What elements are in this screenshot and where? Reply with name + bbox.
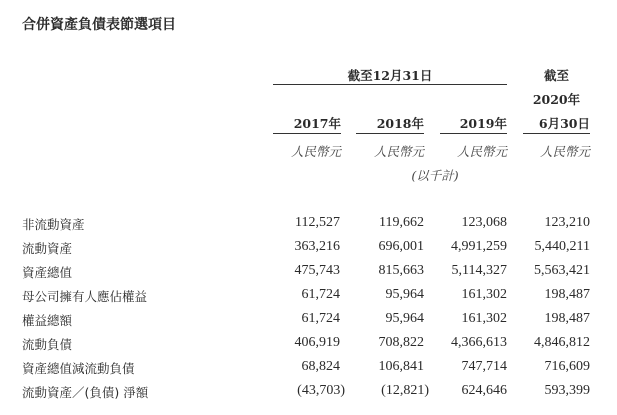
row-value: 5,114,327 — [451, 263, 507, 278]
row-value: 716,609 — [544, 359, 590, 374]
row-value: 61,724 — [301, 311, 340, 326]
row-label: 資產總值減流動負債 — [22, 361, 135, 376]
column-header-2019: 2019年 — [459, 116, 507, 131]
table-row — [0, 311, 617, 333]
row-value: 696,001 — [378, 239, 424, 254]
row-label: 流動資產 — [22, 241, 73, 256]
col-underline — [523, 133, 590, 134]
table-row — [0, 215, 617, 237]
group-underline — [273, 84, 507, 85]
column-header-2018: 2018年 — [376, 116, 424, 131]
table-row — [0, 359, 617, 381]
row-value: 161,302 — [461, 311, 507, 326]
row-value: (12,821) — [381, 383, 429, 398]
row-value: 106,841 — [378, 359, 424, 374]
row-value: 708,822 — [378, 335, 424, 350]
row-value: (43,703) — [297, 383, 345, 398]
unit-label: 人民幣元 — [539, 144, 590, 159]
col4-header-line1: 截至 — [543, 68, 569, 83]
row-value: 112,527 — [295, 215, 340, 230]
row-value: 198,487 — [544, 311, 590, 326]
section-title: 合併資產負債表節選項目 — [22, 17, 176, 33]
column-header-2017: 2017年 — [293, 116, 341, 131]
row-value: 4,846,812 — [534, 335, 590, 350]
table-row — [0, 383, 617, 405]
row-value: 5,563,421 — [534, 263, 590, 278]
col-underline — [440, 133, 507, 134]
row-label: 母公司擁有人應佔權益 — [22, 289, 148, 304]
row-value: 161,302 — [461, 287, 507, 302]
col4-header-line2: 2020年 — [532, 92, 581, 107]
unit-label: 人民幣元 — [290, 144, 341, 159]
row-label: 資產總值 — [22, 265, 73, 280]
row-value: 815,663 — [378, 263, 424, 278]
row-value: 123,210 — [544, 215, 590, 230]
row-value: 61,724 — [301, 287, 340, 302]
row-value: 624,646 — [461, 383, 507, 398]
row-value: 363,216 — [294, 239, 340, 254]
row-label: 權益總額 — [22, 313, 73, 328]
row-value: 593,399 — [544, 383, 590, 398]
unit-label: 人民幣元 — [456, 144, 507, 159]
row-label: 非流動資產 — [22, 217, 85, 232]
table-row — [0, 239, 617, 261]
table-row — [0, 263, 617, 285]
row-label: 流動資產／(負債) 淨額 — [22, 385, 149, 400]
unit-label: 人民幣元 — [373, 144, 424, 159]
table-row — [0, 287, 617, 309]
unit-note: (以千計) — [411, 168, 459, 183]
row-value: 406,919 — [294, 335, 340, 350]
row-value: 747,714 — [461, 359, 507, 374]
row-value: 4,991,259 — [451, 239, 507, 254]
column-header-2020-jun: 6月30日 — [538, 116, 590, 131]
row-value: 68,824 — [301, 359, 340, 374]
row-value: 5,440,211 — [534, 239, 590, 254]
row-value: 95,964 — [385, 287, 424, 302]
col-underline — [356, 133, 424, 134]
row-value: 4,366,613 — [451, 335, 507, 350]
col-underline — [273, 133, 341, 134]
row-value: 123,068 — [461, 215, 507, 230]
row-value: 475,743 — [294, 263, 340, 278]
row-label: 流動負債 — [22, 337, 73, 352]
row-value: 95,964 — [385, 311, 424, 326]
row-value: 198,487 — [544, 287, 590, 302]
period-group-header: 截至12月31日 — [347, 68, 433, 83]
row-value: 119,662 — [379, 215, 424, 230]
table-row — [0, 335, 617, 357]
